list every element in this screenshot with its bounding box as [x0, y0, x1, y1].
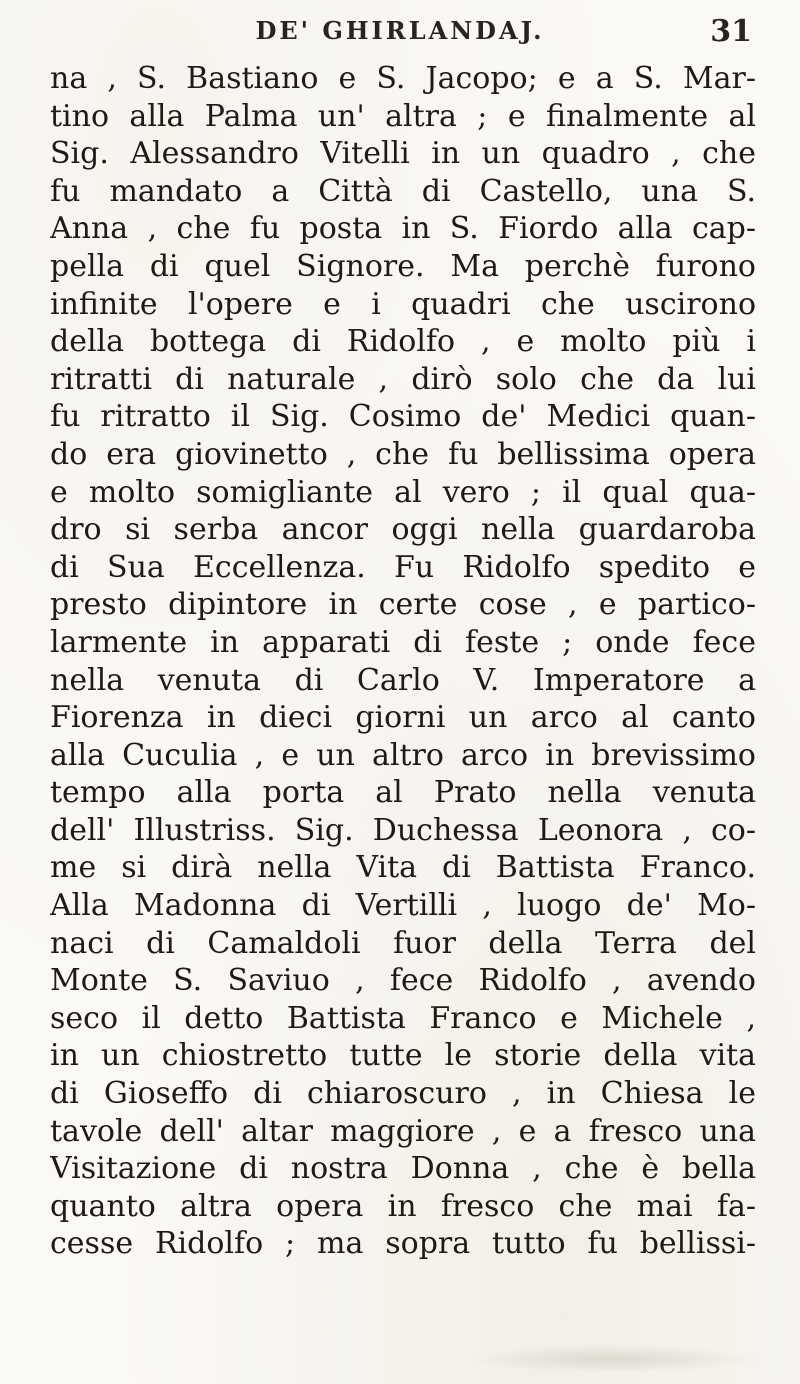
text-line: cesse Ridolfo ; ma sopra tutto fu bellissi- — [50, 1226, 756, 1262]
text-line: do era giovinetto , che fu bellissima opera — [50, 436, 756, 472]
text-line: tempo alla porta al Prato nella venuta — [50, 775, 756, 811]
text-line: larmente in apparati di feste ; onde fece — [50, 624, 756, 660]
page-number: 31 — [710, 14, 752, 49]
text-line: Fiorenza in dieci giorni un arco al canto — [50, 700, 756, 736]
text-line: Visitazione di nostra Donna , che è bella — [50, 1151, 756, 1187]
text-line: Anna , che fu posta in S. Fiordo alla cap- — [50, 211, 756, 247]
text-line: me si dirà nella Vita di Battista Franco. — [50, 850, 756, 886]
text-line: dro si serba ancor oggi nella guardaroba — [50, 512, 756, 548]
text-line: presto dipintore in certe cose , e partico- — [50, 587, 756, 623]
text-line: nella venuta di Carlo V. Imperatore a — [50, 662, 756, 698]
running-title: DE' GHIRLANDAJ. — [255, 16, 545, 45]
text-line: pella di quel Signore. Ma perchè furono — [50, 248, 756, 284]
text-line: tavole dell' altar maggiore , e a fresco una — [50, 1113, 756, 1149]
text-line: infinite l'opere e i quadri che uscirono — [50, 286, 756, 322]
text-line: tino alla Palma un' altra ; e finalmente al — [50, 98, 756, 134]
show-through-smudge — [470, 1345, 760, 1373]
text-line: fu ritratto il Sig. Cosimo de' Medici quan- — [50, 399, 756, 435]
text-line: Monte S. Saviuo , fece Ridolfo , avendo — [50, 963, 756, 999]
text-line: Alla Madonna di Vertilli , luogo de' Mo- — [50, 888, 756, 924]
text-line: ritratti di naturale , dirò solo che da lui — [50, 361, 756, 397]
body-text — [50, 60, 756, 1263]
text-line: in un chiostretto tutte le storie della vita — [50, 1038, 756, 1074]
text-line: fu mandato a Città di Castello, una S. — [50, 173, 756, 209]
text-line: alla Cuculia , e un altro arco in brevissimo — [50, 737, 756, 773]
text-line: e molto somigliante al vero ; il qual qua- — [50, 474, 756, 510]
running-header — [0, 14, 800, 54]
text-line: seco il detto Battista Franco e Michele , — [50, 1000, 756, 1036]
text-line: di Sua Eccellenza. Fu Ridolfo spedito e — [50, 549, 756, 585]
text-line: dell' Illustriss. Sig. Duchessa Leonora , co- — [50, 812, 756, 848]
text-line: quanto altra opera in fresco che mai fa- — [50, 1188, 756, 1224]
text-line: na , S. Bastiano e S. Jacopo; e a S. Mar- — [50, 61, 756, 96]
text-line: di Gioseffo di chiaroscuro , in Chiesa le — [50, 1076, 756, 1112]
text-line: della bottega di Ridolfo , e molto più i — [50, 324, 756, 360]
text-line: naci di Camaldoli fuor della Terra del — [50, 925, 756, 961]
text-line: Sig. Alessandro Vitelli in un quadro , che — [50, 136, 756, 172]
